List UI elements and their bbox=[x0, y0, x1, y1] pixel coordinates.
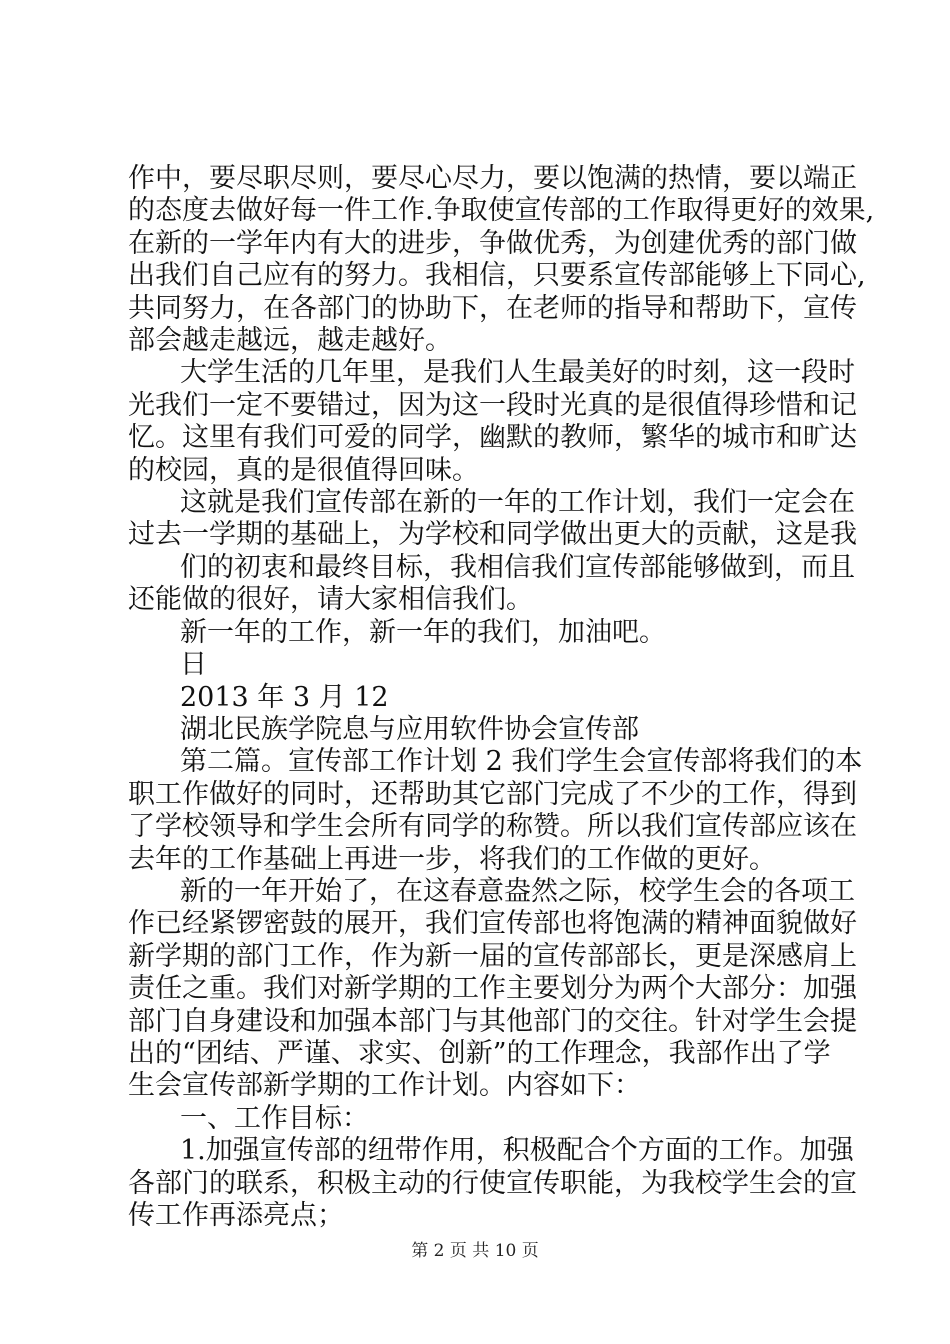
body-line: 过去一学期的基础上，为学校和同学做出更大的贡献，这是我 bbox=[128, 519, 857, 550]
body-line: 出的“团结、严谨、求实、创新”的工作理念，我部作出了学 bbox=[128, 1038, 831, 1069]
body-line: 忆。这里有我们可爱的同学，幽默的教师，繁华的城市和旷达 bbox=[128, 422, 857, 453]
body-line: 的态度去做好每一件工作.争取使宣传部的工作取得更好的效果, bbox=[128, 195, 875, 226]
body-line: 部会越走越远，越走越好。 bbox=[128, 325, 452, 356]
date-day-line: 日 bbox=[180, 649, 207, 680]
body-line: 新的一年开始了，在这春意盎然之际，校学生会的各项工 bbox=[180, 876, 855, 907]
body-line: 的校园，真的是很值得回味。 bbox=[128, 455, 479, 486]
body-line: 出我们自己应有的努力。我相信，只要系宣传部能够上下同心, bbox=[128, 260, 866, 291]
signature-line: 湖北民族学院息与应用软件协会宣传部 bbox=[180, 714, 639, 745]
body-line: 部门自身建设和加强本部门与其他部门的交往。针对学生会提 bbox=[128, 1006, 857, 1037]
body-line: 生会宣传部新学期的工作计划。内容如下： bbox=[128, 1070, 641, 1101]
body-line: 去年的工作基础上再进一步，将我们的工作做的更好。 bbox=[128, 844, 776, 875]
body-line: 新学期的部门工作，作为新一届的宣传部部长，更是深感肩上 bbox=[128, 941, 857, 972]
date-line: 2013 年 3 月 12 bbox=[180, 682, 389, 713]
body-line: 传工作再添亮点； bbox=[128, 1200, 344, 1231]
body-line: 共同努力，在各部门的协助下，在老师的指导和帮助下，宣传 bbox=[128, 293, 857, 324]
section-heading: 一、工作目标： bbox=[180, 1103, 369, 1134]
body-line: 作中，要尽职尽则，要尽心尽力，要以饱满的热情，要以端正 bbox=[128, 163, 857, 194]
body-line: 第二篇。宣传部工作计划 2 我们学生会宣传部将我们的本 bbox=[180, 746, 863, 777]
body-line: 这就是我们宣传部在新的一年的工作计划，我们一定会在 bbox=[180, 487, 855, 518]
body-line: 职工作做好的同时，还帮助其它部门完成了不少的工作，得到 bbox=[128, 779, 857, 810]
page-number-footer: 第 2 页 共 10 页 bbox=[411, 1241, 539, 1261]
body-line: 光我们一定不要错过，因为这一段时光真的是很值得珍惜和记 bbox=[128, 390, 857, 421]
body-line: 还能做的很好，请大家相信我们。 bbox=[128, 584, 533, 615]
body-line: 责任之重。我们对新学期的工作主要划分为两个大部分：加强 bbox=[128, 973, 857, 1004]
body-line: 新一年的工作，新一年的我们，加油吧。 bbox=[180, 617, 666, 648]
body-line: 们的初衷和最终目标，我相信我们宣传部能够做到，而且 bbox=[180, 552, 855, 583]
body-line: 大学生活的几年里，是我们人生最美好的时刻，这一段时 bbox=[180, 357, 855, 388]
body-line: 在新的一学年内有大的进步，争做优秀，为创建优秀的部门做 bbox=[128, 228, 857, 259]
body-line: 作已经紧锣密鼓的展开，我们宣传部也将饱满的精神面貌做好 bbox=[128, 908, 857, 939]
body-line: 了学校领导和学生会所有同学的称赞。所以我们宣传部应该在 bbox=[128, 811, 857, 842]
body-line: 各部门的联系，积极主动的行使宣传职能，为我校学生会的宣 bbox=[128, 1168, 857, 1199]
body-line: 1.加强宣传部的纽带作用，积极配合个方面的工作。加强 bbox=[180, 1135, 854, 1166]
